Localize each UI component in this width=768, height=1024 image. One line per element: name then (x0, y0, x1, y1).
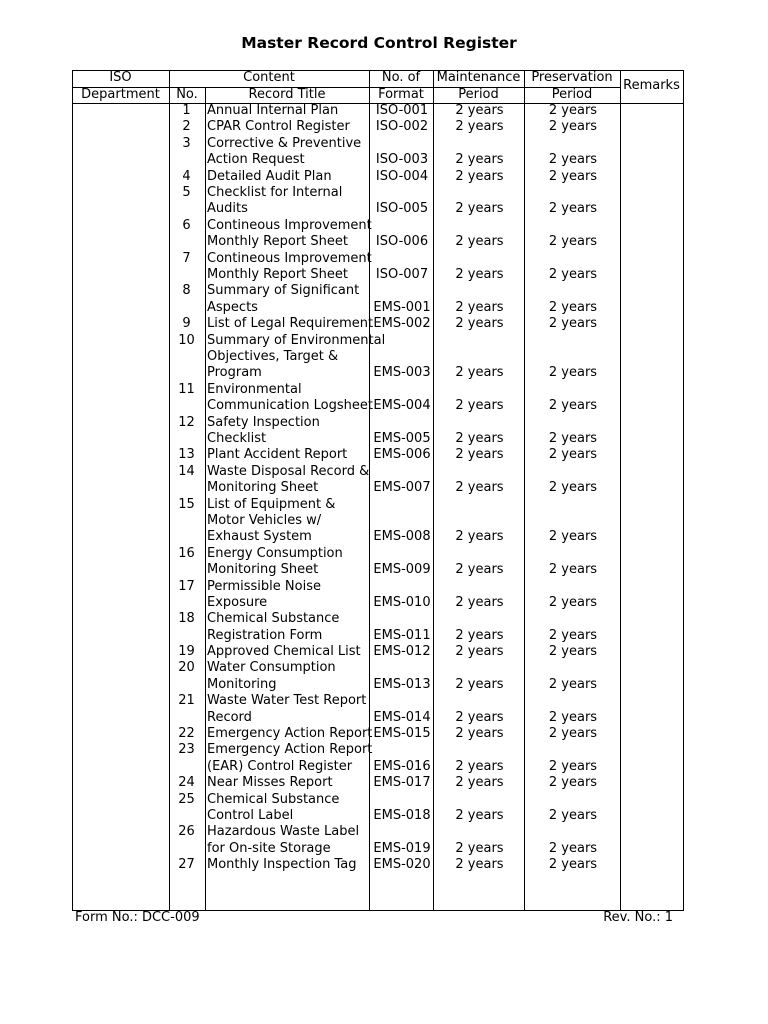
record-title-line: Aspects (207, 299, 258, 315)
record-title-line: Emergency Action Report (207, 726, 373, 742)
record-title-line: Permissible Noise (207, 578, 321, 594)
record-format: EMS-011 (373, 627, 431, 643)
record-format: ISO-003 (375, 152, 429, 168)
table-row (72, 283, 684, 316)
record-title (207, 332, 386, 382)
preservation-period: 2 years (548, 480, 598, 496)
table-row (72, 382, 684, 415)
table-row (72, 726, 684, 742)
record-title (207, 644, 377, 660)
record-number: 12 (178, 414, 195, 430)
maintenance-period: 2 years (455, 430, 504, 446)
preservation-period: 2 years (548, 299, 598, 315)
table-row (72, 103, 684, 119)
record-title-line: Energy Consumption (207, 545, 343, 561)
record-format: EMS-003 (373, 365, 431, 381)
record-title (207, 824, 377, 857)
record-title-line: Checklist (207, 430, 267, 446)
record-title-line: Safety Inspection (207, 414, 320, 430)
record-number: 5 (182, 184, 191, 200)
record-format: EMS-008 (373, 529, 431, 545)
record-title-line: Motor Vehicles w/ (207, 512, 322, 528)
table-row (72, 792, 684, 825)
preservation-period: 2 years (548, 152, 598, 168)
maintenance-period: 2 years (455, 775, 504, 791)
preservation-period: 2 years (548, 266, 598, 282)
record-title-line: Water Consumption (207, 660, 336, 676)
record-title-line: Environmental (207, 381, 302, 397)
record-format: EMS-009 (373, 562, 431, 578)
maintenance-period: 2 years (455, 857, 504, 873)
record-format: EMS-019 (373, 840, 431, 856)
maintenance-period: 2 years (455, 299, 504, 315)
preservation-period: 2 years (548, 808, 598, 824)
record-title-line: Summary of Environmental (207, 332, 386, 348)
table-row (72, 316, 684, 332)
table-row (72, 742, 684, 775)
record-format: EMS-004 (373, 398, 431, 414)
table-row (72, 660, 684, 693)
maintenance-period: 2 years (455, 676, 504, 692)
maintenance-period: 2 years (455, 152, 504, 168)
preservation-period: 2 years (548, 562, 598, 578)
record-title (207, 136, 377, 169)
maintenance-period: 2 years (455, 808, 504, 824)
preservation-period: 2 years (548, 594, 598, 610)
maintenance-period: 2 years (455, 102, 504, 118)
record-title (207, 283, 377, 316)
record-title-line: Near Misses Report (207, 775, 333, 791)
record-number: 11 (178, 381, 195, 397)
header-department: Department (81, 87, 160, 102)
table-row (72, 447, 684, 463)
maintenance-period: 2 years (455, 709, 504, 725)
register-table (72, 70, 684, 911)
record-title-line: Waste Water Test Report (207, 693, 367, 709)
record-title-line: Contineous Improvement (207, 217, 372, 233)
table-row (72, 218, 684, 251)
record-title-line: Approved Chemical List (207, 644, 361, 660)
page-title: Master Record Control Register (241, 34, 517, 52)
record-title-line: Registration Form (207, 627, 323, 643)
record-format: EMS-018 (373, 808, 431, 824)
maintenance-period: 2 years (455, 726, 504, 742)
record-title (207, 169, 377, 185)
preservation-period: 2 years (548, 627, 598, 643)
record-title (207, 742, 377, 775)
record-format: EMS-012 (373, 644, 431, 660)
record-format: ISO-001 (375, 102, 429, 118)
preservation-period: 2 years (548, 676, 598, 692)
header-maintenance: Maintenance (436, 70, 521, 85)
table-row (72, 333, 684, 382)
record-number: 26 (178, 824, 195, 840)
record-title (207, 611, 377, 644)
record-title-line: (EAR) Control Register (207, 758, 353, 774)
record-title-line: Monthly Report Sheet (207, 266, 348, 282)
record-number: 17 (178, 578, 195, 594)
record-title (207, 185, 377, 218)
preservation-period: 2 years (548, 316, 598, 332)
table-row (72, 497, 684, 546)
record-title-line: Chemical Substance (207, 611, 340, 627)
maintenance-period: 2 years (455, 201, 504, 217)
record-title (207, 382, 377, 415)
record-title-line: Waste Disposal Record & (207, 463, 370, 479)
preservation-period: 2 years (548, 529, 598, 545)
record-title-line: Monitoring Sheet (207, 562, 319, 578)
record-format: EMS-014 (373, 709, 431, 725)
maintenance-period: 2 years (455, 562, 504, 578)
record-number: 8 (182, 283, 191, 299)
record-title-line: List of Legal Requirement (207, 316, 374, 332)
table-row (72, 185, 684, 218)
maintenance-period: 2 years (455, 447, 504, 463)
maintenance-period: 2 years (455, 594, 504, 610)
record-title-line: Emergency Action Report (207, 742, 373, 758)
record-number: 4 (182, 168, 191, 184)
record-title-line: List of Equipment & (207, 496, 336, 512)
record-number: 18 (178, 611, 195, 627)
record-format: EMS-017 (373, 775, 431, 791)
record-title (207, 218, 377, 251)
preservation-period: 2 years (548, 840, 598, 856)
record-format: EMS-010 (373, 594, 431, 610)
preservation-period: 2 years (548, 365, 598, 381)
preservation-period: 2 years (548, 775, 598, 791)
record-title-line: Hazardous Waste Label (207, 824, 360, 840)
record-title-line: for On-site Storage (207, 840, 331, 856)
record-number: 16 (178, 545, 195, 561)
record-format: EMS-005 (373, 430, 431, 446)
table-row (72, 136, 684, 169)
maintenance-period: 2 years (455, 480, 504, 496)
table-row (72, 119, 684, 135)
maintenance-period: 2 years (455, 266, 504, 282)
form-number: Form No.: DCC-009 (75, 910, 200, 925)
maintenance-period: 2 years (455, 758, 504, 774)
record-title-line: Monitoring (207, 676, 277, 692)
table-row (72, 693, 684, 726)
record-title-line: Corrective & Preventive (207, 135, 362, 151)
table-row (72, 464, 684, 497)
record-number: 19 (178, 644, 195, 660)
record-title (207, 660, 377, 693)
record-rows (72, 103, 684, 874)
record-title (207, 857, 377, 873)
preservation-period: 2 years (548, 758, 598, 774)
record-title-line: Contineous Improvement (207, 250, 372, 266)
table-row (72, 169, 684, 185)
preservation-period: 2 years (548, 168, 598, 184)
record-format: EMS-015 (373, 726, 431, 742)
record-title (207, 103, 377, 119)
header-iso: ISO (109, 70, 132, 85)
record-number: 10 (178, 332, 195, 348)
header-preservation-period: Period (551, 87, 593, 102)
record-number: 13 (178, 447, 195, 463)
preservation-period: 2 years (548, 119, 598, 135)
maintenance-period: 2 years (455, 168, 504, 184)
record-title-line: Exhaust System (207, 529, 312, 545)
maintenance-period: 2 years (455, 119, 504, 135)
record-format: EMS-007 (373, 480, 431, 496)
preservation-period: 2 years (548, 857, 598, 873)
record-title (207, 464, 377, 497)
preservation-period: 2 years (548, 644, 598, 660)
table-row (72, 824, 684, 857)
maintenance-period: 2 years (455, 398, 504, 414)
record-format: ISO-002 (375, 119, 429, 135)
table-row (72, 857, 684, 873)
header-preservation: Preservation (531, 70, 613, 85)
preservation-period: 2 years (548, 201, 598, 217)
maintenance-period: 2 years (455, 316, 504, 332)
record-title-line: Monthly Report Sheet (207, 234, 348, 250)
record-format: ISO-006 (375, 234, 429, 250)
record-format: ISO-007 (375, 266, 429, 282)
record-title-line: Action Request (207, 152, 305, 168)
record-number: 7 (182, 250, 191, 266)
preservation-period: 2 years (548, 447, 598, 463)
record-title-line: Annual Internal Plan (207, 103, 339, 118)
maintenance-period: 2 years (455, 365, 504, 381)
record-title (207, 726, 377, 742)
record-format: ISO-005 (375, 201, 429, 217)
record-title (207, 251, 377, 284)
record-number: 21 (178, 693, 195, 709)
record-title-line: Monitoring Sheet (207, 480, 319, 496)
record-title (207, 579, 377, 612)
record-format: EMS-020 (373, 857, 431, 873)
record-number: 9 (182, 316, 191, 332)
table-row (72, 415, 684, 448)
record-number: 6 (182, 217, 191, 233)
maintenance-period: 2 years (455, 529, 504, 545)
record-title (207, 792, 377, 825)
header-record-title: Record Title (248, 87, 326, 102)
record-number: 3 (182, 135, 191, 151)
header-no: No. (176, 87, 198, 102)
record-title (207, 316, 377, 332)
record-format: EMS-006 (373, 447, 431, 463)
record-title-line: Summary of Significant (207, 283, 360, 299)
record-number: 23 (178, 742, 195, 758)
maintenance-period: 2 years (455, 840, 504, 856)
table-row (72, 251, 684, 284)
record-title-line: Communication Logsheet (207, 398, 373, 414)
record-title (207, 693, 377, 726)
record-title-line: Objectives, Target & (207, 348, 339, 364)
table-row (72, 644, 684, 660)
revision-number: Rev. No.: 1 (603, 910, 673, 925)
record-number: 14 (178, 463, 195, 479)
table-row (72, 546, 684, 579)
preservation-period: 2 years (548, 709, 598, 725)
header-format: Format (378, 87, 424, 102)
preservation-period: 2 years (548, 102, 598, 118)
record-format: EMS-013 (373, 676, 431, 692)
header-content: Content (243, 70, 295, 85)
record-title-line: Plant Accident Report (207, 447, 348, 463)
record-title (207, 447, 377, 463)
record-format: ISO-004 (375, 168, 429, 184)
record-title-line: Control Label (207, 808, 294, 824)
maintenance-period: 2 years (455, 627, 504, 643)
record-title (207, 775, 377, 791)
record-title-line: CPAR Control Register (207, 119, 350, 135)
record-title-line: Program (207, 365, 262, 381)
record-title-line: Exposure (207, 594, 268, 610)
table-row (72, 611, 684, 644)
record-number: 27 (178, 857, 195, 873)
preservation-period: 2 years (548, 430, 598, 446)
record-number: 20 (178, 660, 195, 676)
preservation-period: 2 years (548, 726, 598, 742)
record-format: EMS-001 (373, 299, 431, 315)
record-number: 15 (178, 496, 195, 512)
table-row (72, 775, 684, 791)
record-number: 1 (182, 103, 191, 118)
preservation-period: 2 years (548, 234, 598, 250)
record-number: 24 (178, 775, 195, 791)
record-title-line: Monthly Inspection Tag (207, 857, 357, 873)
record-title (207, 415, 377, 448)
header-remarks: Remarks (623, 78, 680, 93)
record-format: EMS-016 (373, 758, 431, 774)
preservation-period: 2 years (548, 398, 598, 414)
record-title-line: Record (207, 709, 252, 725)
record-number: 25 (178, 791, 195, 807)
record-title-line: Detailed Audit Plan (207, 168, 332, 184)
record-title (207, 119, 377, 135)
record-title-line: Audits (207, 201, 248, 217)
record-title (207, 546, 377, 579)
maintenance-period: 2 years (455, 234, 504, 250)
header-maintenance-period: Period (458, 87, 499, 102)
header-no-of: No. of (381, 70, 421, 85)
record-title-line: Chemical Substance (207, 791, 340, 807)
record-number: 2 (182, 119, 191, 135)
record-title-line: Checklist for Internal (207, 184, 343, 200)
maintenance-period: 2 years (455, 644, 504, 660)
table-row (72, 579, 684, 612)
record-number: 22 (178, 726, 195, 742)
record-title (207, 497, 377, 546)
record-format: EMS-002 (373, 316, 431, 332)
